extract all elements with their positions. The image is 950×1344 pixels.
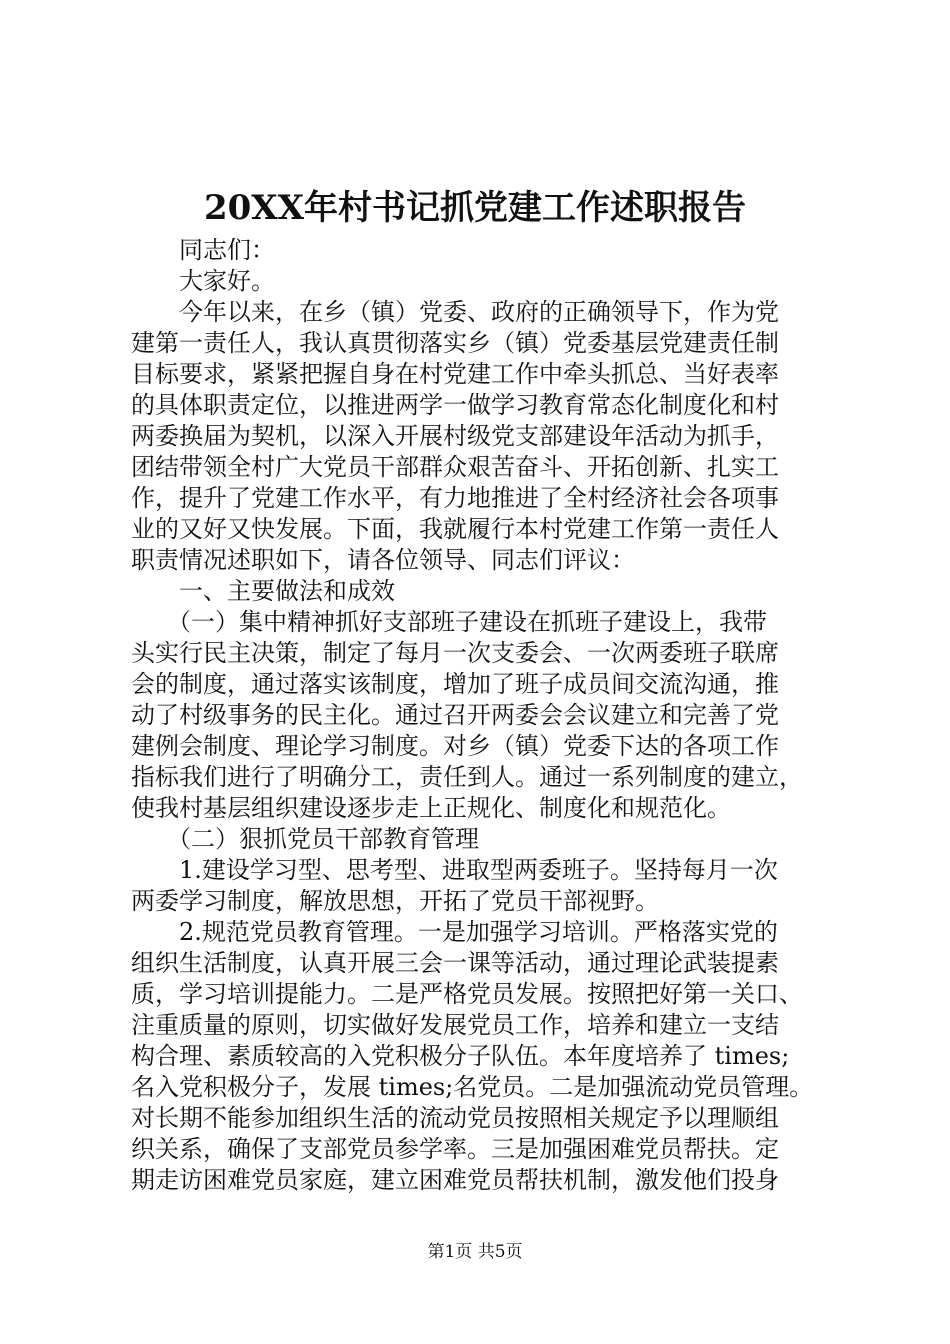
paragraph-line: 2.规范党员教育管理。一是加强学习培训。严格落实党的 <box>131 918 778 946</box>
paragraph-line: 业的又好又快发展。下面，我就履行本村党建工作第一责任人 <box>131 515 779 543</box>
paragraph-line: 1.建设学习型、思考型、进取型两委班子。坚持每月一次 <box>131 856 778 884</box>
paragraph-line: 一、主要做法和成效 <box>131 577 395 605</box>
paragraph-line: 头实行民主决策，制定了每月一次支委会、一次两委班子联席 <box>131 639 779 667</box>
paragraph-line: 织关系，确保了支部党员参学率。三是加强困难党员帮扶。定 <box>131 1135 779 1163</box>
paragraph-line: 职责情况述职如下，请各位领导、同志们评议： <box>131 546 635 574</box>
paragraph-line: 构合理、素质较高的入党积极分子队伍。本年度培养了 times; <box>131 1042 790 1070</box>
paragraph-line: 目标要求，紧紧把握自身在村党建工作中牵头抓总、当好表率 <box>131 360 779 388</box>
paragraph-line: 名入党积极分子，发展 times;名党员。二是加强流动党员管理。 <box>131 1073 814 1101</box>
paragraph-line: 大家好。 <box>131 267 275 295</box>
paragraph-line: 团结带领全村广大党员干部群众艰苦奋斗、开拓创新、扎实工 <box>131 453 779 481</box>
document-title: 20XX年村书记抓党建工作述职报告 <box>203 188 747 228</box>
paragraph-line: （二）狠抓党员干部教育管理 <box>131 825 479 853</box>
paragraph-line: 对长期不能参加组织生活的流动党员按照相关规定予以理顺组 <box>131 1104 779 1132</box>
paragraph-line: 注重质量的原则，切实做好发展党员工作，培养和建立一支结 <box>131 1011 779 1039</box>
paragraph-line: 建例会制度、理论学习制度。对乡（镇）党委下达的各项工作 <box>131 732 779 760</box>
paragraph-line: 的具体职责定位，以推进两学一做学习教育常态化制度化和村 <box>131 391 779 419</box>
paragraph-line: 质，学习培训提能力。二是严格党员发展。按照把好第一关口、 <box>131 980 803 1008</box>
paragraph-line: 组织生活制度，认真开展三会一课等活动，通过理论武装提素 <box>131 949 779 977</box>
paragraph-line: 建第一责任人，我认真贯彻落实乡（镇）党委基层党建责任制 <box>131 329 779 357</box>
paragraph-line: 两委学习制度，解放思想，开拓了党员干部视野。 <box>131 887 659 915</box>
paragraph-line: 同志们： <box>131 236 275 264</box>
paragraph-line: 两委换届为契机，以深入开展村级党支部建设年活动为抓手， <box>131 422 779 450</box>
paragraph-line: （一）集中精神抓好支部班子建设在抓班子建设上，我带 <box>131 608 767 636</box>
paragraph-line: 作，提升了党建工作水平，有力地推进了全村经济社会各项事 <box>131 484 779 512</box>
paragraph-line: 会的制度，通过落实该制度，增加了班子成员间交流沟通，推 <box>131 670 779 698</box>
paragraph-line: 期走访困难党员家庭，建立困难党员帮扶机制，激发他们投身 <box>131 1166 779 1194</box>
paragraph-line: 指标我们进行了明确分工，责任到人。通过一系列制度的建立， <box>131 763 803 791</box>
document-body <box>131 235 831 1196</box>
paragraph-line: 动了村级事务的民主化。通过召开两委会会议建立和完善了党 <box>131 701 779 729</box>
page-footer: 第1页 共5页 <box>427 1242 523 1262</box>
paragraph-line: 今年以来，在乡（镇）党委、政府的正确领导下，作为党 <box>131 298 779 326</box>
paragraph-line: 使我村基层组织建设逐步走上正规化、制度化和规范化。 <box>131 794 731 822</box>
